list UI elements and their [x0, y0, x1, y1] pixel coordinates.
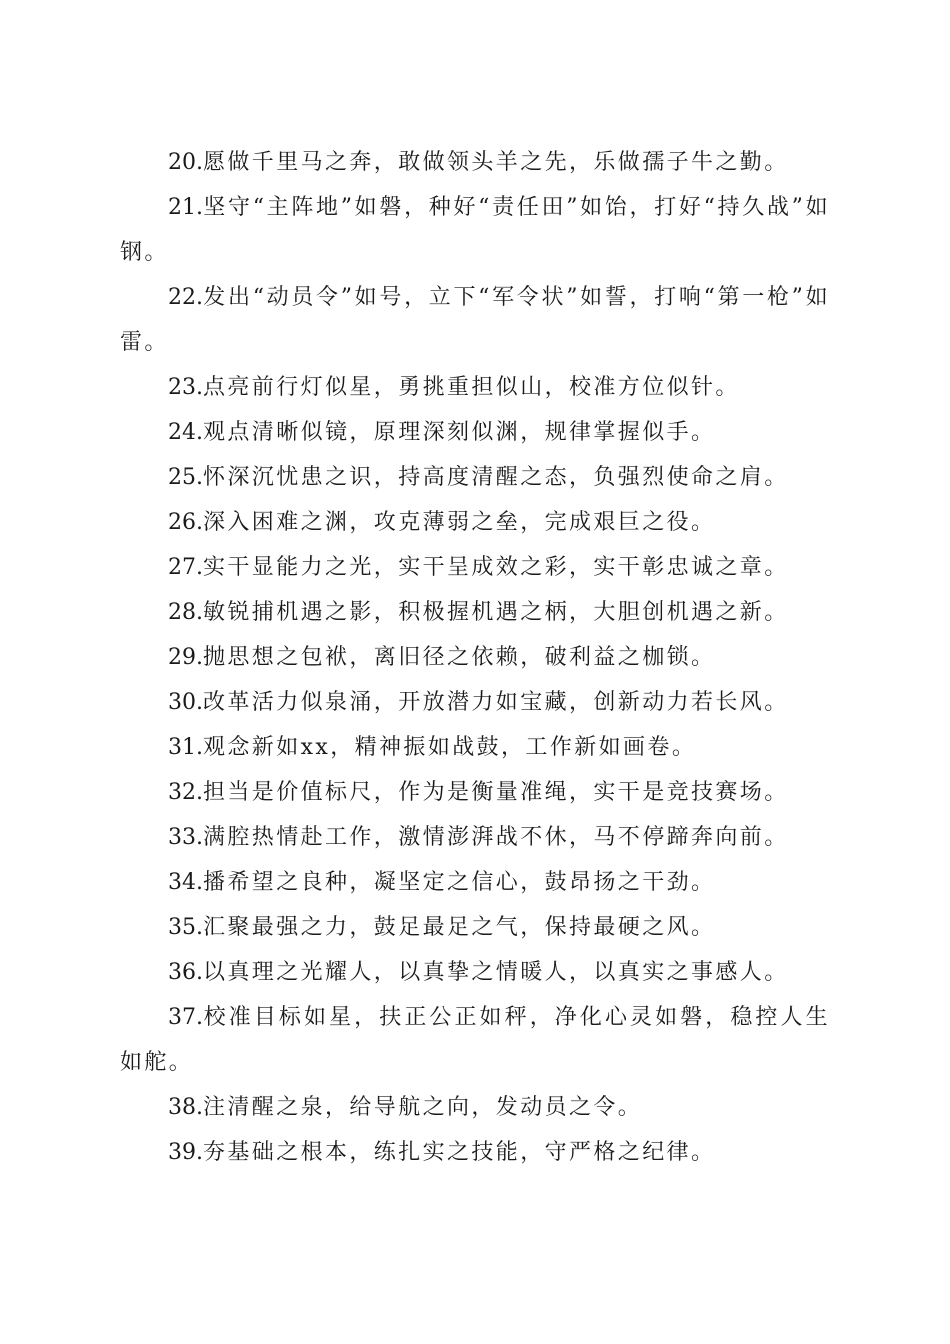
item-number: 35. — [168, 915, 203, 940]
item-text: 播希望之良种，凝坚定之信心，鼓昂扬之干劲。 — [203, 870, 716, 895]
list-item-26 — [120, 500, 830, 545]
list-item-34 — [120, 860, 830, 905]
list-item-23 — [120, 365, 830, 410]
document-body — [120, 140, 830, 1175]
item-text: 夯基础之根本，练扎实之技能，守严格之纪律。 — [203, 1140, 716, 1165]
list-item-27 — [120, 545, 830, 590]
item-text: 深入困难之渊，攻克薄弱之垒，完成艰巨之役。 — [203, 510, 716, 535]
list-item-21 — [120, 185, 830, 275]
list-item-29 — [120, 635, 830, 680]
item-text: 愿做千里马之奔，敢做领头羊之先，乐做孺子牛之勤。 — [203, 150, 789, 175]
item-number: 22. — [168, 285, 203, 310]
list-item-31 — [120, 725, 830, 770]
item-number: 21. — [168, 195, 203, 220]
item-text: 满腔热情赴工作，激情澎湃战不休，马不停蹄奔向前。 — [203, 825, 789, 850]
list-item-24 — [120, 410, 830, 455]
item-text: 实干显能力之光，实干呈成效之彩，实干彰忠诚之章。 — [203, 555, 789, 580]
list-item-38 — [120, 1085, 830, 1130]
list-item-33 — [120, 815, 830, 860]
item-text: 发出“动员令”如号，立下“军令状”如誓，打响“第一枪”如雷。 — [120, 285, 830, 355]
item-number: 20. — [168, 150, 203, 175]
item-number: 28. — [168, 600, 203, 625]
item-text: 校准目标如星，扶正公正如秤，净化心灵如磐，稳控人生如舵。 — [120, 1005, 830, 1075]
item-number: 24. — [168, 420, 203, 445]
item-text: 以真理之光耀人，以真挚之情暖人，以真实之事感人。 — [203, 960, 789, 985]
item-number: 32. — [168, 780, 203, 805]
item-text: 汇聚最强之力，鼓足最足之气，保持最硬之风。 — [203, 915, 716, 940]
item-text: 抛思想之包袱，离旧径之依赖，破利益之枷锁。 — [203, 645, 716, 670]
item-number: 39. — [168, 1140, 203, 1165]
item-text: 点亮前行灯似星，勇挑重担似山，校准方位似针。 — [203, 375, 740, 400]
item-number: 25. — [168, 465, 203, 490]
item-number: 27. — [168, 555, 203, 580]
list-item-32 — [120, 770, 830, 815]
item-number: 38. — [168, 1095, 203, 1120]
list-item-30 — [120, 680, 830, 725]
item-text: 改革活力似泉涌，开放潜力如宝藏，创新动力若长风。 — [203, 690, 789, 715]
item-number: 26. — [168, 510, 203, 535]
item-text: 坚守“主阵地”如磐，种好“责任田”如饴，打好“持久战”如钢。 — [120, 195, 830, 265]
item-text: 担当是价值标尺，作为是衡量准绳，实干是竞技赛场。 — [203, 780, 789, 805]
item-text: 注清醒之泉，给导航之向，发动员之令。 — [203, 1095, 643, 1120]
list-item-39 — [120, 1130, 830, 1175]
list-item-22 — [120, 275, 830, 365]
list-item-36 — [120, 950, 830, 995]
item-text: 观点清晰似镜，原理深刻似渊，规律掌握似手。 — [203, 420, 716, 445]
list-item-25 — [120, 455, 830, 500]
item-text: 观念新如xx，精神振如战鼓，工作新如画卷。 — [203, 735, 697, 760]
item-number: 36. — [168, 960, 203, 985]
list-item-28 — [120, 590, 830, 635]
list-item-35 — [120, 905, 830, 950]
item-text: 怀深沉忧患之识，持高度清醒之态，负强烈使命之肩。 — [203, 465, 789, 490]
item-number: 30. — [168, 690, 203, 715]
list-item-20 — [120, 140, 830, 185]
list-item-37 — [120, 995, 830, 1085]
item-number: 23. — [168, 375, 203, 400]
item-number: 37. — [168, 1005, 203, 1030]
item-number: 31. — [168, 735, 203, 760]
item-number: 33. — [168, 825, 203, 850]
item-number: 34. — [168, 870, 203, 895]
item-number: 29. — [168, 645, 203, 670]
item-text: 敏锐捕机遇之影，积极握机遇之柄，大胆创机遇之新。 — [203, 600, 789, 625]
